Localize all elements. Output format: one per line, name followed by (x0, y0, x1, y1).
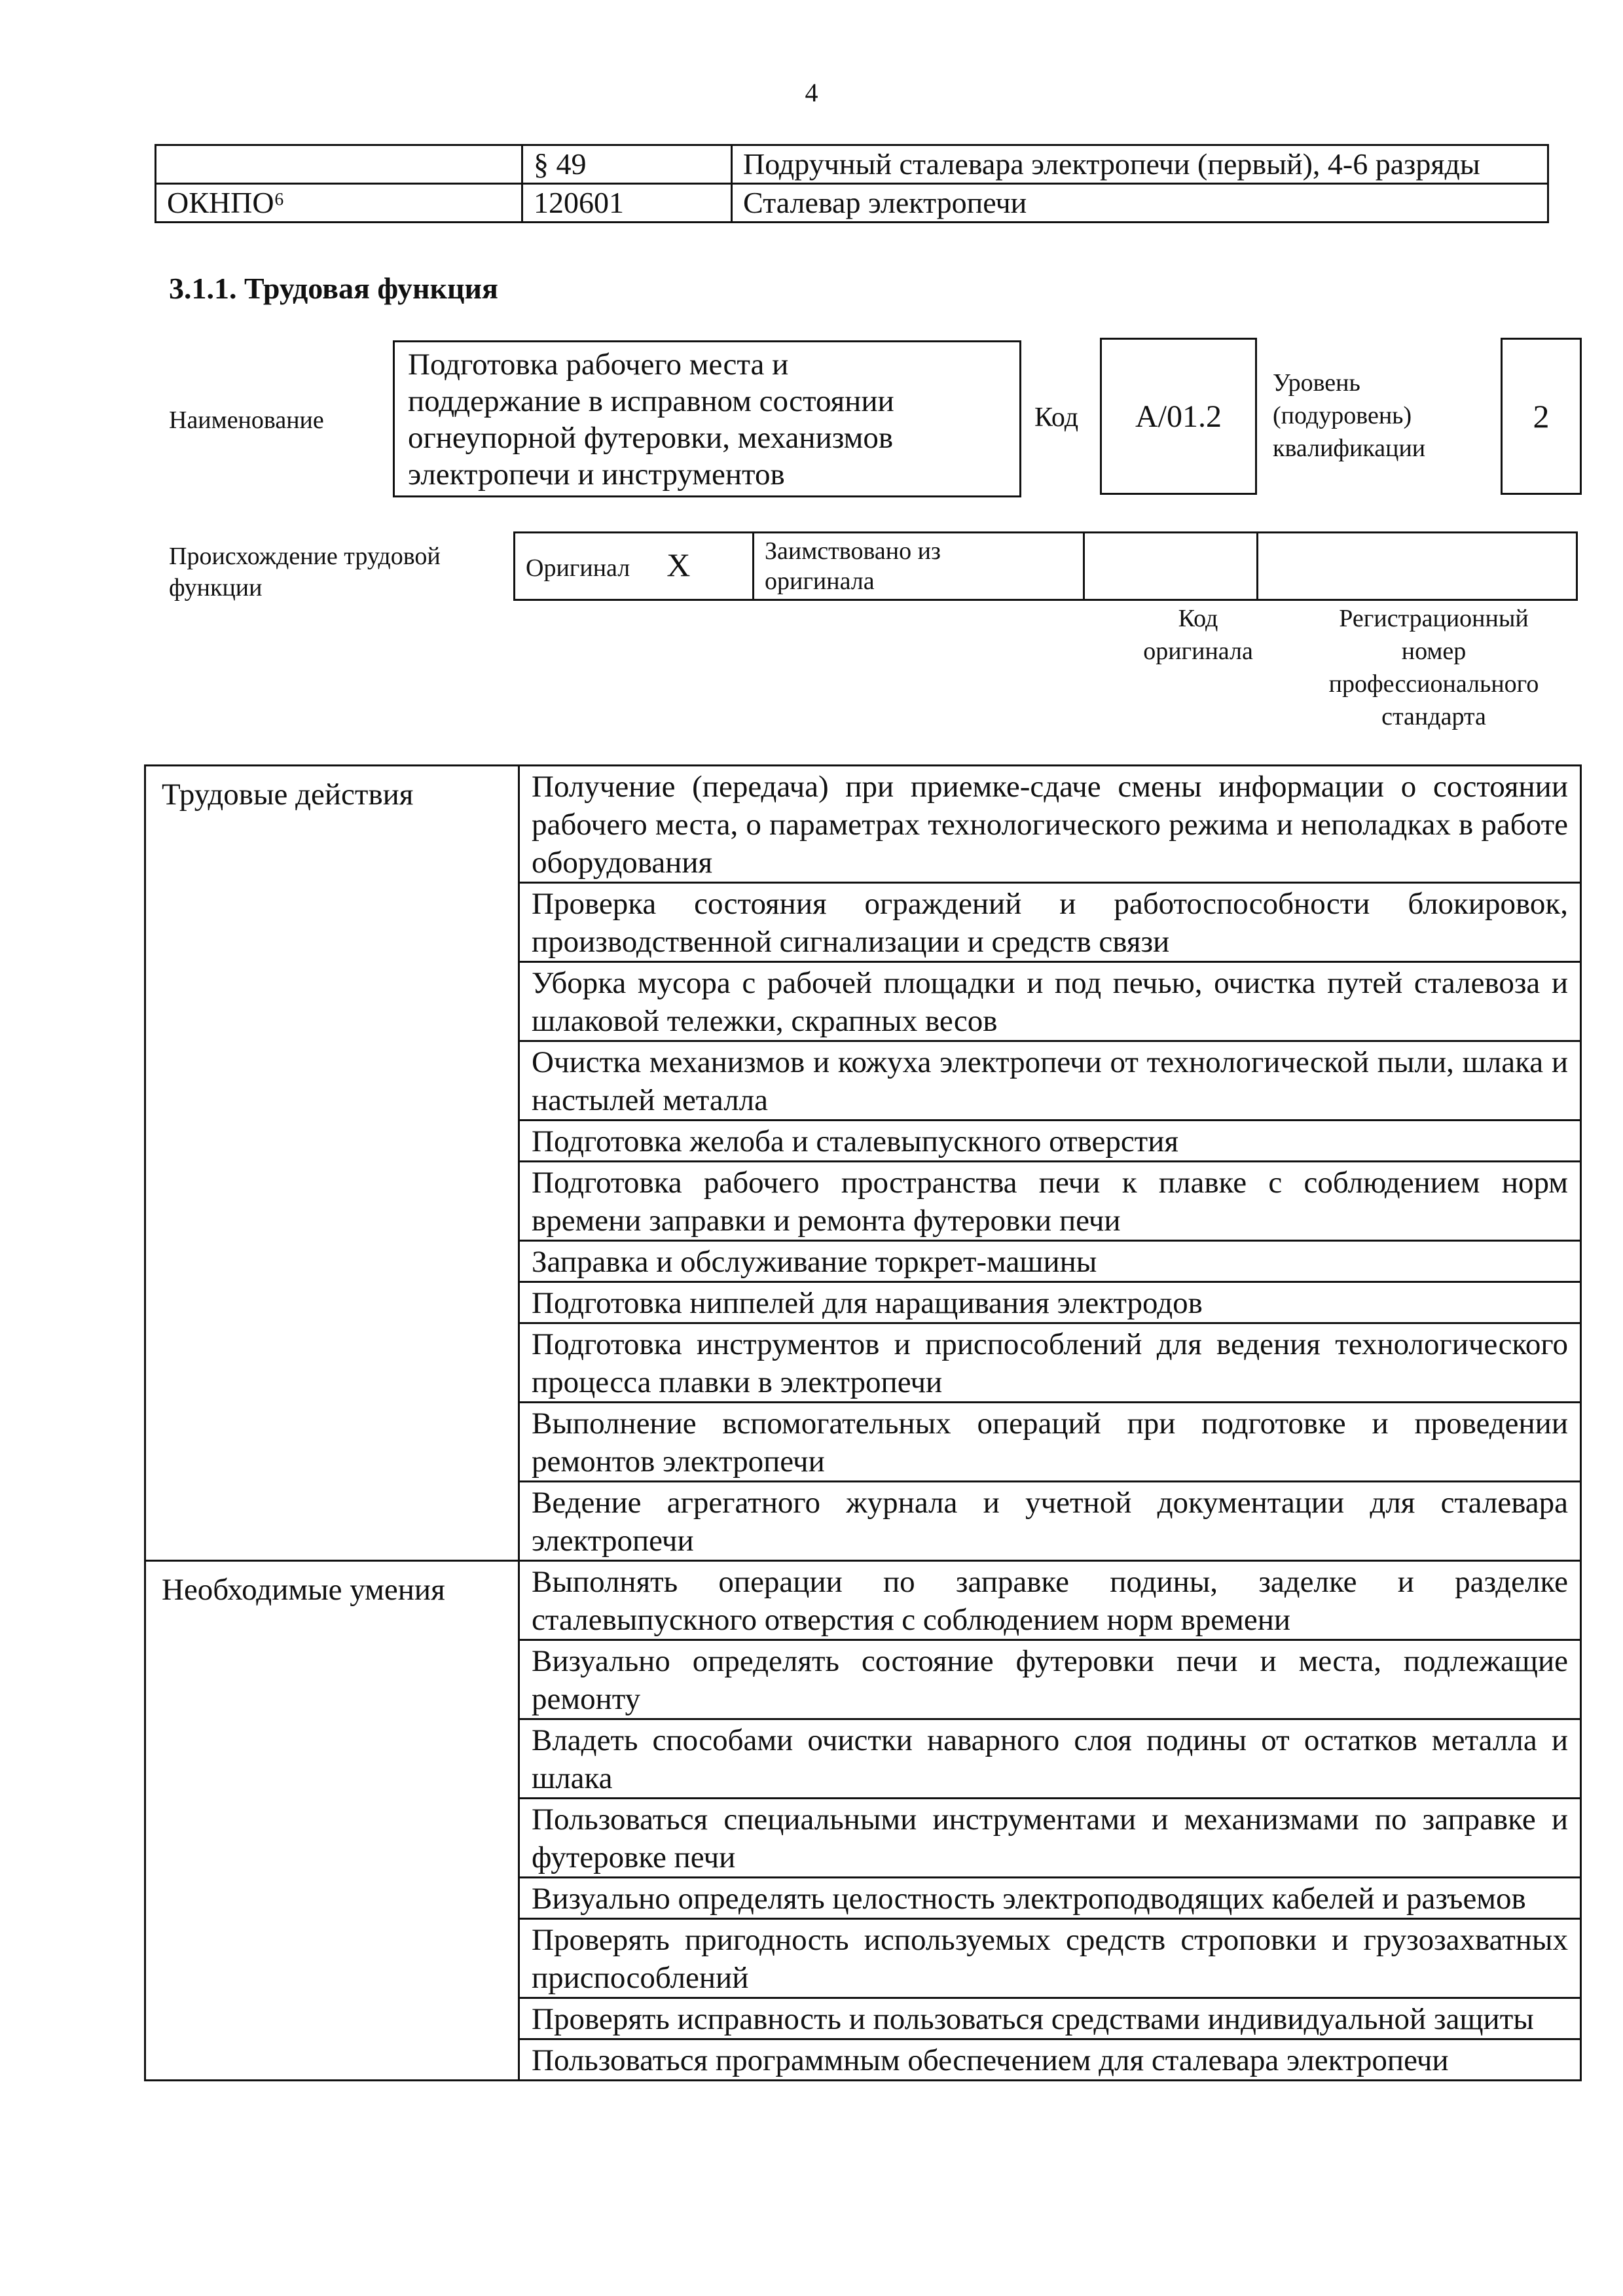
list-item: Выполнение вспомогательных операций при подготовке и проведении ремонтов электропечи (519, 1403, 1581, 1482)
table-row (156, 145, 1548, 184)
page-number: 4 (805, 78, 818, 107)
list-item: Получение (передача) при приемке-сдаче смены информации о состоянии рабочего места, о параметрах технологического режима и неполадках в работе оборудования (519, 766, 1581, 883)
original-cell (515, 533, 754, 600)
code-value: А/01.2 (1100, 338, 1257, 495)
list-item: Ведение агрегатного журнала и учетной документации для сталевара электропечи (519, 1482, 1581, 1561)
code-system-cell: ОКНПО⁶ (156, 184, 522, 223)
level-label-line: квалификации (1273, 435, 1426, 462)
section-heading-actions: Трудовые действия (145, 766, 519, 1561)
registration-caption (1296, 602, 1571, 733)
level-label-line: (подуровень) (1273, 402, 1412, 429)
level-value: 2 (1501, 338, 1582, 495)
caption-line: Код (1178, 605, 1218, 632)
borrowed-line: Заимствовано из (765, 537, 941, 565)
list-item: Визуально определять целостность электроподводящих кабелей и разъемов (519, 1878, 1581, 1919)
code-system-cell (156, 145, 522, 184)
name-label: Наименование (169, 406, 324, 434)
function-name-box (393, 340, 1021, 497)
code-label: Код (1034, 403, 1079, 433)
original-label: Оригинал (526, 554, 630, 582)
list-item: Пользоваться специальными инструментами и механизмами по заправке и футеровке печи (519, 1799, 1581, 1878)
origin-table (513, 531, 1578, 601)
code-cell: 120601 (522, 184, 732, 223)
list-item: Подготовка ниппелей для наращивания электродов (519, 1282, 1581, 1323)
origin-label-line: функции (169, 574, 263, 601)
table-row (145, 1561, 1581, 1640)
level-label-line: Уровень (1273, 369, 1360, 397)
registration-cell (1258, 533, 1577, 600)
function-name-line: поддержание в исправном состоянии (408, 384, 894, 418)
list-item: Владеть способами очистки наварного слоя подины от остатков металла и шлака (519, 1719, 1581, 1799)
code-original-caption (1113, 602, 1283, 668)
caption-line: Регистрационный (1339, 605, 1529, 632)
table-row (145, 766, 1581, 883)
list-item: Выполнять операции по заправке подины, заделке и разделке сталевыпускного отверстия с соблюдением норм времени (519, 1561, 1581, 1640)
section-heading-skills: Необходимые умения (145, 1561, 519, 2081)
origin-label-line: Происхождение трудовой (169, 543, 441, 570)
code-cell: § 49 (522, 145, 732, 184)
list-item: Проверка состояния ограждений и работоспособности блокировок, производственной сигнализации и средств связи (519, 883, 1581, 962)
caption-line: профессионального (1328, 670, 1539, 698)
borrowed-cell (754, 533, 1084, 600)
caption-line: оригинала (1143, 637, 1253, 665)
list-item: Очистка механизмов и кожуха электропечи от технологической пыли, шлака и настылей металла (519, 1041, 1581, 1121)
list-item: Пользоваться программным обеспечением для сталевара электропечи (519, 2039, 1581, 2081)
function-name-line: Подготовка рабочего места и (408, 348, 789, 382)
list-item: Уборка мусора с рабочей площадки и под печью, очистка путей сталевоза и шлаковой тележки, скрапных весов (519, 962, 1581, 1041)
caption-line: стандарта (1381, 703, 1486, 730)
list-item: Проверять исправность и пользоваться средствами индивидуальной защиты (519, 1998, 1581, 2039)
origin-label (169, 541, 441, 603)
list-item: Визуально определять состояние футеровки печи и места, подлежащие ремонту (519, 1640, 1581, 1719)
caption-line: номер (1401, 637, 1467, 665)
function-name-line: электропечи и инструментов (408, 457, 785, 492)
title-cell: Подручный сталевара электропечи (первый), 4-6 разряды (732, 145, 1548, 184)
section-title: 3.1.1. Трудовая функция (169, 272, 498, 305)
list-item: Подготовка рабочего пространства печи к плавке с соблюдением норм времени заправки и ремонта футеровки печи (519, 1162, 1581, 1241)
table-row (156, 184, 1548, 223)
list-item: Подготовка желоба и сталевыпускного отверстия (519, 1121, 1581, 1162)
function-details-table (144, 764, 1582, 2081)
borrowed-line: оригинала (765, 567, 875, 595)
function-name-line: огнеупорной футеровки, механизмов (408, 421, 894, 455)
list-item: Заправка и обслуживание торкрет-машины (519, 1241, 1581, 1282)
title-cell: Сталевар электропечи (732, 184, 1548, 223)
okpdtr-table (155, 144, 1549, 223)
code-original-cell (1084, 533, 1258, 600)
list-item: Подготовка инструментов и приспособлений для ведения технологического процесса плавки в электропечи (519, 1323, 1581, 1403)
list-item: Проверять пригодность используемых средств строповки и грузозахватных приспособлений (519, 1919, 1581, 1998)
original-mark: X (666, 546, 691, 583)
level-label (1273, 367, 1425, 465)
